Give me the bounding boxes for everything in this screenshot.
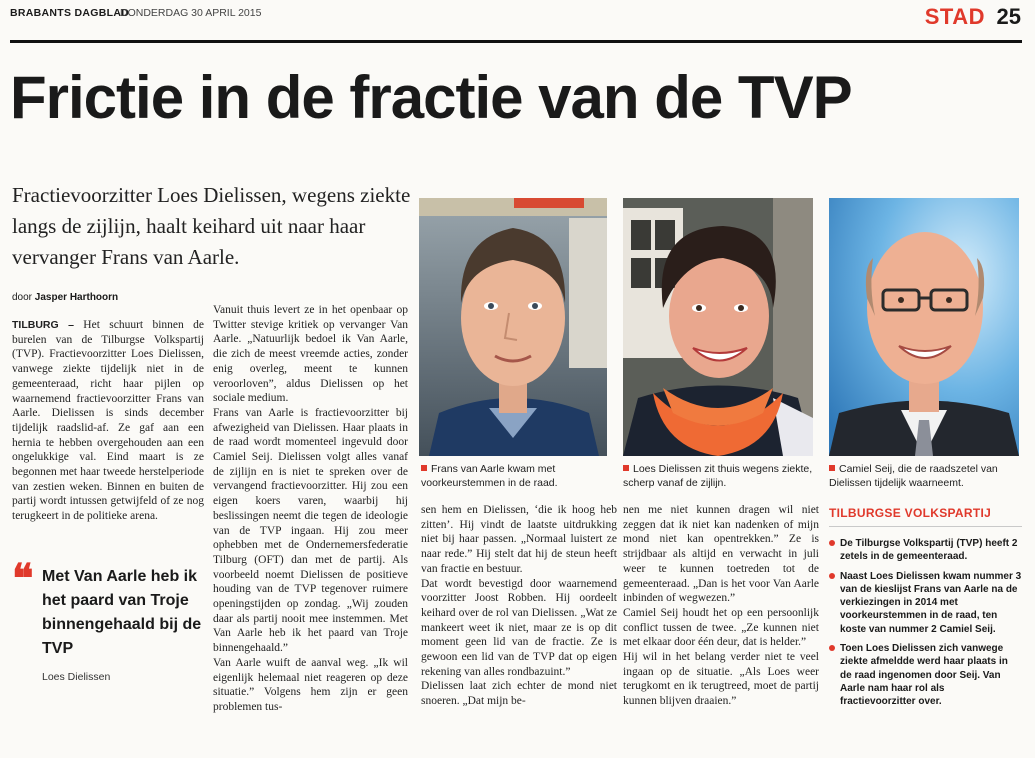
caption-text: Frans van Aarle kwam met voorkeurstemmen in de raad. [421,463,558,489]
pull-quote [12,557,202,683]
factbox-title: TILBURGSE VOLKSPARTIJ [829,506,1022,527]
caption-text: Loes Dielissen zit thuis wegens ziekte, scherp vanaf de zijlijn. [623,463,813,489]
paper-name: BRABANTS DAGBLAD [10,7,130,19]
headline: Frictie in de fractie van de TVP [10,64,852,131]
factbox-item-text: De Tilburgse Volkspartij (TVP) heeft 2 zetels in de gemeenteraad. [840,538,1018,563]
portrait-bald-man-icon [829,198,1019,456]
photo-loes-dielissen [623,198,813,456]
quote-mark-icon: ❝ [12,557,34,601]
section-label: STAD [924,4,985,29]
paragraph: Van Aarle wuift de aanval weg. „Ik wil eigenlijk helemaal niet reageren op deze situatie.” Volgens hem zijn er geen problemen tus- [213,656,408,713]
caption-marker-icon [829,465,835,471]
article-column-4 [623,503,819,748]
photo-camiel-seij [829,198,1019,456]
byline-author: Jasper Harthoorn [34,292,119,303]
caption-text: Camiel Seij, die de raadszetel van Dielissen tijdelijk waarneemt. [829,463,998,489]
paper-date: DONDERDAG 30 APRIL 2015 [120,7,262,19]
portrait-woman-icon [623,198,813,456]
pull-quote-attribution: Loes Dielissen [42,671,111,683]
column-1-text: Het schuurt binnen de burelen van de Tilburgse Volkspartij (TVP). Fractievoorzitter Loes Dielissen, vanwege ziekte tijdelijk niet in de gemeenteraad, richt haar pijlen op waarnemend fractievoorzitter Frans van Aarle. Dielissen is sinds december tijdelijk raadslid-af. Ze gaf aan een hernia te hebben overgehouden aan een ongelukkige val. Eind maart is ze begonnen met haar tweede herstelperiode van zestien weken. Binnen en buiten de partij wordt intussen getwijfeld of ze nog terugkeert in de politieke arena. [12,319,204,523]
factbox [829,506,1022,748]
paragraph: Vanuit thuis levert ze in het openbaar op Twitter stevige kritiek op vervanger Van Aarle. „Natuurlijk bedoel ik Van Aarle, die zich de meest vreemde acties, zonder enig overleg, meent te kunnen veroorloven”, aldus Dielissen op het sociale medium. [213,304,408,405]
factbox-item [829,537,1022,564]
article-column-2 [213,303,408,748]
photo-caption-1 [421,462,611,490]
factbox-item [829,642,1022,708]
caption-marker-icon [623,465,629,471]
paragraph: Dat wordt bevestigd door waarnemend voorzitter Joost Robben. Hij oordeelt keihard over de rol van Dielissen. „Wat ze mankeert weet ik niet, maar ze is op dit moment geen lid van de fractie. Ze is gewoon een lid van de TVP dat op eigen rekening van alles rondbazuint.” [421,577,617,678]
byline [12,292,118,303]
paragraph: nen me niet kunnen dragen wil niet zeggen dat ik niet kan nadenken of mijn mond niet kan opentrekken.” Ze is strijdbaar als altijd en verwacht in juli weer te kunnen toetreden tot de gemeenteraad. „Dan is het voor Van Aarle inbinden of wegwezen.” [623,504,819,605]
article-column-3 [421,503,617,748]
bullet-icon [829,540,835,546]
bullet-icon [829,645,835,651]
byline-prefix: door [12,292,33,303]
factbox-item-text: Toen Loes Dielissen zich vanwege ziekte afmeldde werd haar plaats in de raad ingenomen door Seij. Van Aarle nam haar rol als fractievoorzitter over. [840,643,1008,708]
paragraph: Dielissen laat zich echter de mond niet snoeren. „Dat mijn be- [421,680,617,708]
paragraph: sen hem en Dielissen, ‘die ik hoog heb zitten’. Hij vindt de laatste uitdrukking niet bij haar passen. „Normaal luistert ze naar rede.” Hij stelt dat hij de steun heeft van fractie en bestuur. [421,504,617,575]
article-column-1 [12,318,204,548]
photo-caption-2 [623,462,815,490]
dateline: TILBURG – [12,319,74,331]
photo-caption-3 [829,462,1021,490]
caption-marker-icon [421,465,427,471]
factbox-item [829,570,1022,636]
portrait-man-icon [419,198,607,456]
bullet-icon [829,573,835,579]
intro-paragraph: Fractievoorzitter Loes Dielissen, wegens ziekte langs de zijlijn, haalt keihard uit naar haar vervanger Frans van Aarle. [12,183,411,269]
paragraph: Hij wil in het belang verder niet te veel ingaan op de situatie. „Als Loes weer terugkomt en ik terugtreed, moet de partij kunnen blijven draaien.” [623,651,819,708]
paragraph: Camiel Seij houdt het op een persoonlijk conflict tussen de twee. „Ze kunnen niet met elkaar door één deur, dat is helder.” [623,606,819,649]
page-number: 25 [996,4,1021,29]
paragraph: Frans van Aarle is fractievoorzitter bij afwezigheid van Dielissen. Haar plaats in de raad wordt momenteel ingevuld door Camiel Seij. Dielissen volgt alles vanaf de zijlijn en is niet te spreken over de vervangend fractievoorzitter. Hij zou een eigen koers varen, waarbij hij beslissingen neemt die tegen de ideologie van de TVP ingaan. Hij zou meer ophebben met de Ondernemersfederatie Tilburg (OFT) dan met de partij. Als voorbeeld noemt Dielissen de positieve houding van de TVP tegenover ruimere openingstijden op zondag. „Wij zouden daar als partij nooit mee instemmen. Met Van Aarle heb ik het paard van Troje binnengehaald.” [213,406,408,655]
masthead [10,4,1025,40]
photo-frans-van-aarle [419,198,607,456]
factbox-item-text: Naast Loes Dielissen kwam nummer 3 van de kieslijst Frans van Aarle na de verkiezingen in 2014 met voorkeurstemmen in de raad, ten koste van nummer 2 Camiel Seij. [840,570,1022,635]
pull-quote-text: Met Van Aarle heb ik het paard van Troje binnengehaald bij de TVP [42,568,202,657]
masthead-rule [10,40,1022,43]
